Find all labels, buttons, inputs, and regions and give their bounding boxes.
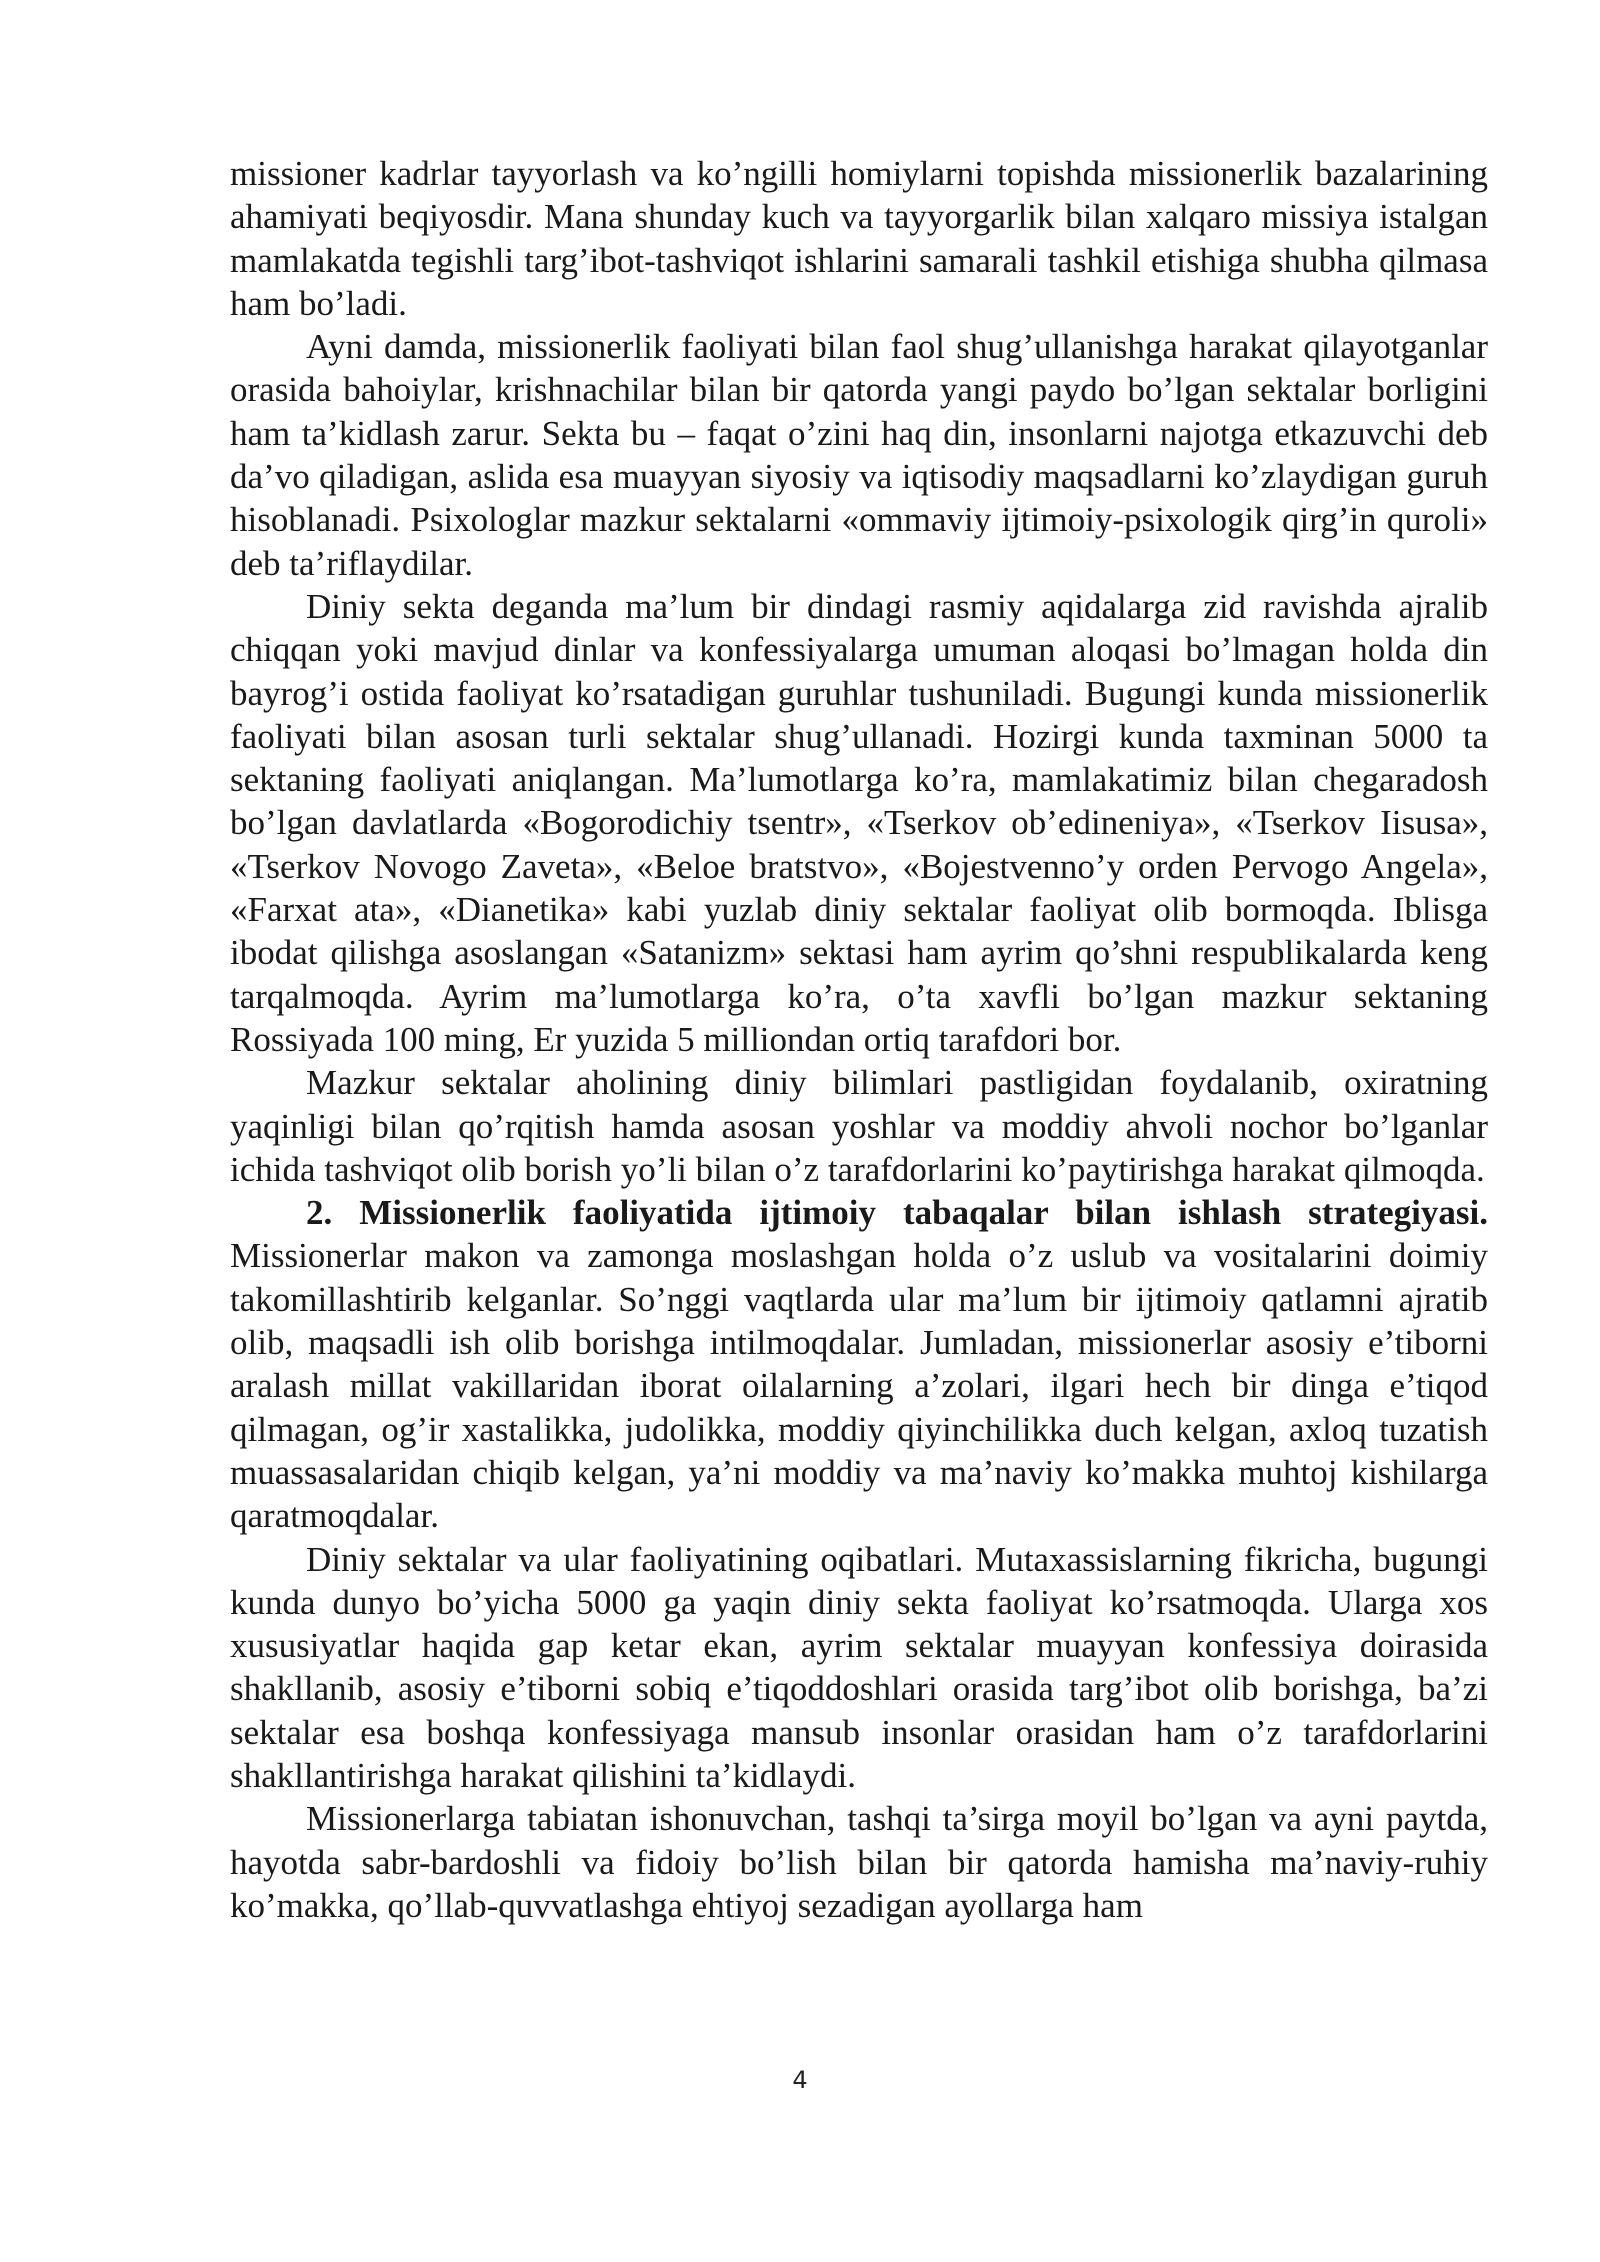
paragraph-2 [230,325,1488,585]
paragraph-5-text: Missionerlar makon va zamonga moslashgan holda o’z uslub va vositalarini doimiy takomillashtirib kelganlar. So’nggi vaqtlarda ular ma’lum bir ijtimoiy qatlamni ajratib olib, maqsadli ish olib borishga intilmoqdalar. Jumladan, missionerlar asosiy e’tiborni aralash millat vakillaridan iborat oilalarning a’zolari, ilgari hech bir dinga e’tiqod qilmagan, og’ir xastalikka, judolikka, moddiy qiyinchilikka duch kelgan, axloq tuzatish muassasalaridan chiqib kelgan, ya’ni moddiy va ma’naviy ko’makka muhtoj kishilarga qaratmoqdalar. [230,1236,1488,1536]
paragraph-7-text: Missionerlarga tabiatan ishonuvchan, tashqi ta’sirga moyil bo’lgan va ayni paytda, hayotda sabr-bardoshli va fidoiy bo’lish bilan bir qatorda hamisha ma’naviy-ruhiy ko’makka, qo’llab-quvvatlashga ehtiyoj sezadigan ayollarga ham [230,1799,1488,1925]
paragraph-3-text: Diniy sekta deganda ma’lum bir dindagi rasmiy aqidalarga zid ravishda ajralib chiqqan yoki mavjud dinlar va konfessiyalarga umuman aloqasi bo’lmagan holda din bayrog’i ostida faoliyat ko’rsatadigan guruhlar tushuniladi. Bugungi kunda missionerlik faoliyati bilan asosan turli sektalar shug’ullanadi. Hozirgi kunda taxminan 5000 ta sektaning faoliyati aniqlangan. Ma’lumotlarga ko’ra, mamlakatimiz bilan chegaradosh bo’lgan davlatlarda «Bogorodichiy tsentr», «Tserkov ob’edineniya», «Tserkov Iisusa», «Tserkov Novogo Zaveta», «Beloe bratstvo», «Bojestvenno’y orden Pervogo Angela», «Farxat ata», «Dianetika» kabi yuzlab diniy sektalar faoliyat olib bormoqda. Iblisga ibodat qilishga asoslangan «Satanizm» sektasi ham ayrim qo’shni respublikalarda keng tarqalmoqda. Ayrim ma’lumotlarga ko’ra, o’ta xavfli bo’lgan mazkur sektaning Rossiyada 100 ming, Er yuzida 5 milliondan ortiq tarafdori bor. [230,586,1488,1059]
paragraph-3 [230,585,1488,1061]
paragraph-7 [230,1797,1488,1927]
paragraph-4 [230,1061,1488,1191]
paragraph-2-text: Ayni damda, missionerlik faoliyati bilan faol shug’ullanishga harakat qilayotganlar orasida bahoiylar, krishnachilar bilan bir qatorda yangi paydo bo’lgan sektalar borligini ham ta’kidlash zarur. Sekta bu – faqat o’zini haq din, insonlarni najotga etkazuvchi deb da’vo qiladigan, aslida esa muayyan siyosiy va iqtisodiy maqsadlarni ko’zlaydigan guruh hisoblanadi. Psixologlar mazkur sektalarni «ommaviy ijtimoiy-psixologik qirg’in quroli» deb ta’riflaydilar. [230,327,1488,583]
paragraph-6-text: Diniy sektalar va ular faoliyatining oqibatlari. Mutaxassislarning fikricha, bugungi kunda dunyo bo’yicha 5000 ga yaqin diniy sekta faoliyat ko’rsatmoqda. Ularga xos xususiyatlar haqida gap ketar ekan, ayrim sektalar muayyan konfessiya doirasida shakllanib, asosiy e’tiborni sobiq e’tiqoddoshlari orasida targ’ibot olib borishga, ba’zi sektalar esa boshqa konfessiyaga mansub insonlar orasidan ham o’z tarafdorlarini shakllantirishga harakat qilishini ta’kidlaydi. [230,1539,1488,1795]
page-number: 4 [792,2066,808,2094]
paragraph-1-text: missioner kadrlar tayyorlash va ko’ngilli homiylarni topishda missionerlik bazalarining ahamiyati beqiyosdir. Mana shunday kuch va tayyorgarlik bilan xalqaro missiya istalgan mamlakatda tegishli targ’ibot-tashviqot ishlarini samarali tashkil etishiga shubha qilmasa ham bo’ladi. [230,154,1488,323]
paragraph-4-text: Mazkur sektalar aholining diniy bilimlari pastligidan foydalanib, oxiratning yaqinligi bilan qo’rqitish hamda asosan yoshlar va moddiy ahvoli nochor bo’lganlar ichida tashviqot olib borish yo’li bilan o’z tarafdorlarini ko’paytirishga harakat qilmoqda. [230,1063,1488,1189]
body-text [230,152,1488,1927]
paragraph-1 [230,152,1488,325]
paragraph-5 [230,1191,1488,1537]
section-heading: 2. Missionerlik faoliyatida ijtimoiy tabaqalar bilan ishlash strategiyasi. [306,1193,1488,1233]
paragraph-6 [230,1538,1488,1798]
